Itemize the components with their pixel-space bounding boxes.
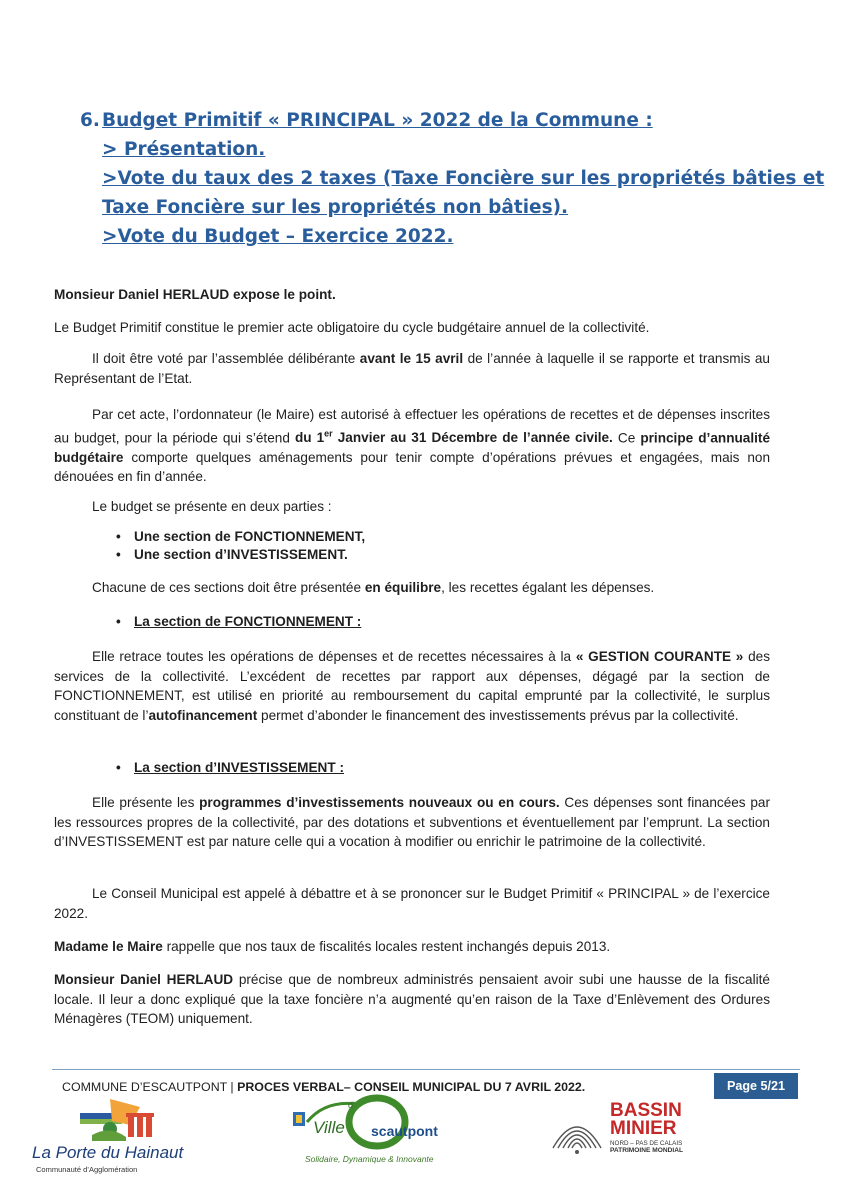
heading-line-5: >Vote du Budget – Exercice 2022. <box>102 226 454 247</box>
fonct-text-end: permet d’abonder le financement des investissements prévus par la collectivité. <box>257 707 739 723</box>
equilibre-bold: en équilibre <box>364 580 442 595</box>
ville-escautpont-logo <box>285 1090 445 1180</box>
acte-text: Par cet acte, l’ordonnateur (le Maire) est autorisé à effectuer les opérations de recettes et de dépenses inscrites au budget, pour la période qui s’étend <box>54 407 770 446</box>
fonct-text: Elle retrace toutes les opérations de dépenses et de recettes nécessaires à la <box>92 649 576 664</box>
invest-text-end: Ces dépenses sont financées par les ressources propres de la collectivité, par des dotations et subventions et éventuellement par l’emprunt. La section d’INVESTISSEMENT est par nature celle qui a vocation à modifier ou enrichir le patrimoine de la collectivité. <box>54 795 770 849</box>
vote-paragraph <box>54 349 770 388</box>
autofinancement: autofinancement <box>148 707 258 723</box>
maire-text: rappelle que nos taux de fiscalités locales restent inchangés depuis 2013. <box>162 939 611 954</box>
vote-text: Il doit être voté par l’assemblée délibérante <box>92 351 360 366</box>
minier-word: MINIER <box>610 1118 677 1139</box>
period-end: Janvier au 31 Décembre de l’année civile. <box>332 430 613 446</box>
period-sup: er <box>324 428 333 439</box>
ville-escautpont-emblem <box>285 1090 445 1155</box>
footer-divider <box>52 1069 800 1070</box>
equilibre-paragraph <box>54 578 770 598</box>
bullet-investissement <box>116 545 348 565</box>
bassin-minier-emblem <box>548 1104 606 1156</box>
footer-commune: COMMUNE D’ESCAUTPONT | <box>62 1080 238 1094</box>
porte-du-hainaut-logo <box>30 1095 215 1175</box>
expose-paragraph: Monsieur Daniel HERLAUD expose le point. <box>54 287 336 302</box>
heading-number: 6. <box>80 110 100 131</box>
bullet-dot: • <box>116 547 121 562</box>
heading-line-4: Taxe Foncière sur les propriétés non bâties). <box>102 197 569 218</box>
equilibre-text-end: , les recettes égalant les dépenses. <box>441 580 655 595</box>
herlaud-name: Monsieur Daniel HERLAUD <box>54 972 234 987</box>
bassin-minier-logo <box>548 1102 708 1162</box>
two-parts-paragraph: Le budget se présente en deux parties : <box>92 499 332 514</box>
ville-word: Ville <box>313 1118 345 1137</box>
heading-title: Budget Primitif « PRINCIPAL » 2022 de la Commune : <box>102 110 653 131</box>
bullet-dot: • <box>116 529 121 544</box>
porte-sub: Communauté d’Agglomération <box>36 1165 138 1174</box>
heading-line-2: > Présentation. <box>102 139 266 160</box>
invest-programmes: programmes d’investissements nouveaux ou en cours. <box>199 795 560 810</box>
budget-definition-paragraph: Le Budget Primitif constitue le premier acte obligatoire du cycle budgétaire annuel de la collectivité. <box>54 320 650 335</box>
bullet-fonctionnement <box>116 527 365 547</box>
ville-name: scautpont <box>371 1123 438 1139</box>
subheading-text: La section d’INVESTISSEMENT : <box>134 760 344 775</box>
ville-d: d’ <box>348 1100 356 1110</box>
heading-line-1 <box>80 106 780 135</box>
vote-date: avant le 15 avril <box>359 351 464 366</box>
bassin-region: NORD – PAS DE CALAIS <box>610 1140 683 1147</box>
gestion-courante: « GESTION COURANTE » <box>575 649 744 664</box>
subheading-text: La section de FONCTIONNEMENT : <box>134 614 362 629</box>
heading-line-3: >Vote du taux des 2 taxes (Taxe Foncière sur les propriétés bâties et <box>102 168 825 189</box>
vote-text-end: de l’année à laquelle il se rapporte et transmis au Représentant de l’Etat. <box>54 351 770 386</box>
period-start: du 1 <box>294 430 325 446</box>
period-text <box>295 430 613 445</box>
bullet-text: Une section de FONCTIONNEMENT, <box>134 529 366 544</box>
ordonnateur-paragraph <box>54 405 770 487</box>
bullet-text: Une section d’INVESTISSEMENT. <box>134 547 348 562</box>
porte-name: La Porte du Hainaut <box>32 1143 184 1162</box>
subheading-investissement <box>116 758 344 778</box>
maire-paragraph <box>54 937 770 957</box>
porte-du-hainaut-emblem <box>70 1095 200 1145</box>
bullet-dot: • <box>116 614 121 629</box>
ville-slogan: Solidaire, Dynamique & Innovante <box>305 1154 434 1164</box>
bullet-dot: • <box>116 760 121 775</box>
subheading-fonctionnement <box>116 612 361 632</box>
annualite-principle: principe d’annualité budgétaire <box>54 430 771 465</box>
footer-proces: PROCES VERBAL– CONSEIL MUNICIPAL DU 7 AVRIL 2022. <box>237 1080 586 1094</box>
fonct-text-mid: des services de la collectivité. L’excédent de recettes par rapport aux dépenses, dégagé par la section de FONCTIONNEMENT, est utilisé en priorité au remboursement du capital emprunté par la collectivité, le surplus constituant de l’ <box>54 649 770 723</box>
maire-name: Madame le Maire <box>54 939 163 954</box>
conseil-paragraph: Le Conseil Municipal est appelé à débattre et à se prononcer sur le Budget Primitif « PRINCIPAL » de l’exercice 2022. <box>54 886 770 921</box>
bassin-patrimoine: PATRIMOINE MONDIAL <box>610 1147 684 1154</box>
bassin-word: BASSIN <box>610 1100 682 1121</box>
section-heading <box>80 106 825 251</box>
herlaud-paragraph <box>54 970 770 1029</box>
invest-text: Elle présente les <box>92 795 200 810</box>
acte-ce: Ce <box>612 430 641 446</box>
equilibre-text: Chacune de ces sections doit être présentée <box>92 580 365 595</box>
fonctionnement-paragraph <box>54 647 770 725</box>
acte-text-end: comporte quelques aménagements pour tenir compte d’opérations prévues et engagées, mais non dénouées en fin d’année. <box>54 449 770 485</box>
page-number-badge: Page 5/21 <box>714 1073 798 1099</box>
investissement-paragraph <box>54 793 770 852</box>
herlaud-text: précise que de nombreux administrés pensaient avoir subi une hausse de la fiscalité locale. Il leur a donc expliqué que la taxe foncière n’a augmenté qu’en raison de la Taxe d’Enlèvement des Ordures Ménagères (TEOM) uniquement. <box>54 972 770 1026</box>
